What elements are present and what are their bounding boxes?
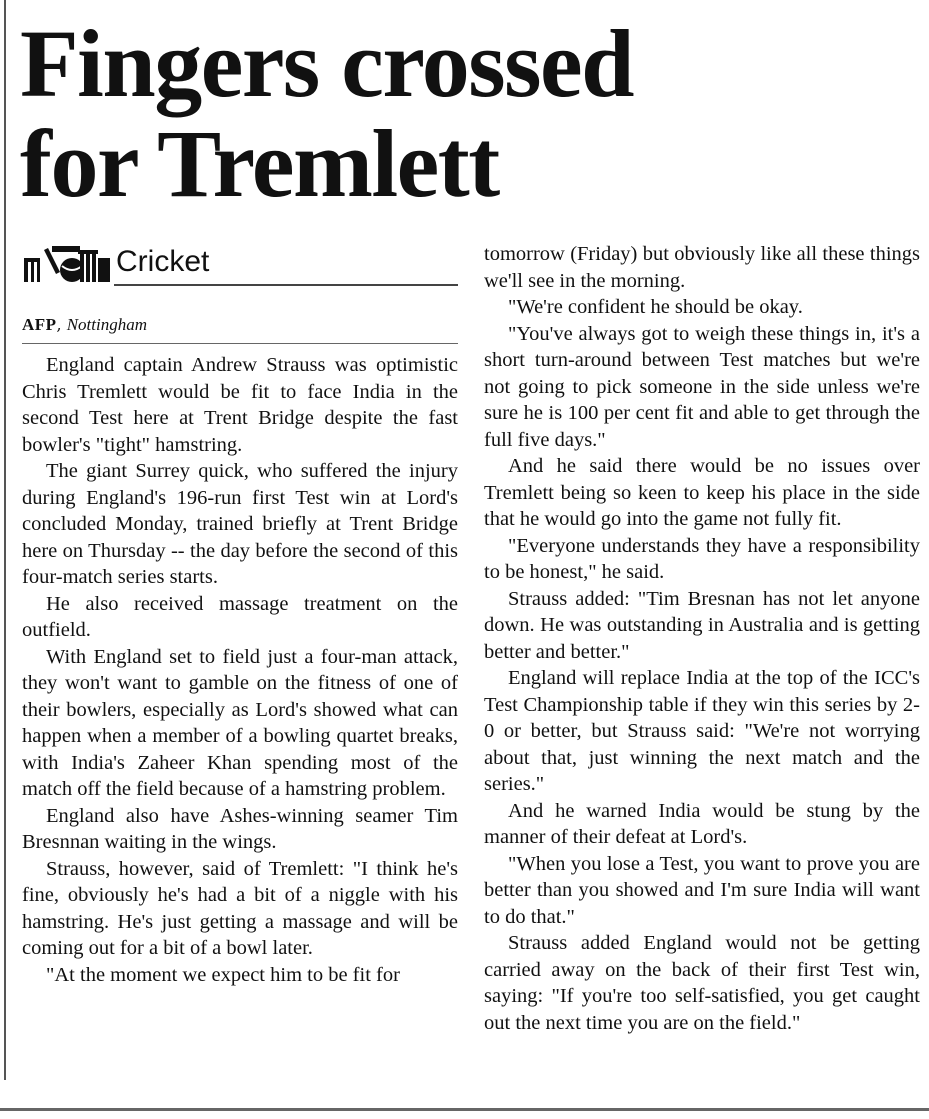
left-column-rule (4, 0, 6, 1080)
headline-line-1: Fingers crossed (20, 10, 633, 117)
paragraph: He also received massage treatment on the outfield. (22, 592, 458, 641)
byline: AFP, Nottingham (22, 315, 148, 334)
paragraph: Strauss added England would not be getting carried away on the back of their first Test win, saying: "If you're too self-satisfied, you get caught out the next time you are on the field." (484, 932, 920, 1034)
paragraph: "You've always got to weigh these things in, it's a short turn-around between Test matches but we're not going to pick someone in the side unless we're sure he is 100 per cent fit and able to get through the full five days." (484, 322, 920, 451)
bottom-rule (0, 1108, 929, 1111)
byline-place: Nottingham (66, 315, 148, 334)
paragraph: "Everyone understands they have a responsibility to be honest," he said. (484, 534, 920, 583)
headline-line-2: for Tremlett (20, 110, 499, 217)
paragraph: Strauss added: "Tim Bresnan has not let anyone down. He was outstanding in Australia and is getting better and better." (484, 587, 920, 663)
byline-rule (22, 343, 458, 344)
paragraph: "When you lose a Test, you want to prove you are better than you showed and I'm sure India will want to do that." (484, 852, 920, 928)
paragraph: England also have Ashes-winning seamer Tim Bresnnan waiting in the wings. (22, 804, 458, 853)
paragraph-continuation: tomorrow (Friday) but obviously like all these things we'll see in the morning. (484, 243, 920, 292)
paragraph: And he warned India would be stung by the manner of their defeat at Lord's. (484, 799, 920, 848)
paragraph: Strauss, however, said of Tremlett: "I think he's fine, obviously he's had a bit of a niggle with his hamstring. He's just getting a massage and will be coming out for a bit of a bowl later. (22, 857, 458, 959)
paragraph: With England set to field just a four-man attack, they won't want to gamble on the fitness of one of their bowlers, especially as Lord's showed what can happen when a member of a bowling quartet breaks, with India's Zaheer Khan spending most of the match off the field because of a hamstring problem. (22, 645, 458, 800)
paragraph: "At the moment we expect him to be fit for (46, 963, 400, 986)
section-label: Cricket (116, 245, 210, 278)
cricket-icon (22, 244, 112, 284)
paragraph: England captain Andrew Strauss was optimistic Chris Tremlett would be fit to face India in the second Test here at Trent Bridge despite the fast bowler's "tight" hamstring. (22, 354, 458, 456)
article-column-right (484, 241, 920, 1036)
section-rule (114, 284, 458, 286)
paragraph: And he said there would be no issues over Tremlett being so keen to keep his place in the side that he would go into the game not fully fit. (484, 455, 920, 530)
headline (20, 10, 720, 217)
byline-agency: AFP (22, 315, 57, 334)
paragraph: "We're confident he should be okay. (508, 296, 803, 318)
article-column-left (22, 352, 458, 988)
paragraph: England will replace India at the top of the ICC's Test Championship table if they win this series by 2-0 or better, but Strauss said: "We're not worrying about that, just winning the next match and the series." (484, 667, 920, 795)
paragraph: The giant Surrey quick, who suffered the injury during England's 196-run first Test win at Lord's concluded Monday, trained briefly at Trent Bridge here on Thursday -- the day before the second of this four-match series starts. (22, 460, 458, 588)
section-header (22, 242, 458, 288)
